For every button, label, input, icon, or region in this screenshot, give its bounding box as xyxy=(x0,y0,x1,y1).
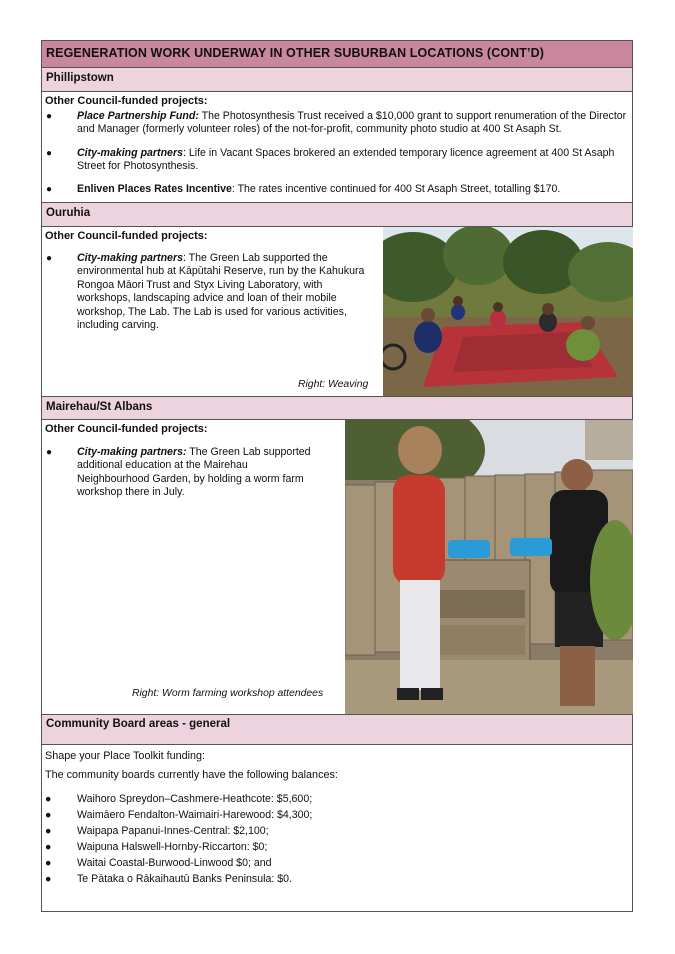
bullet-dot: ● xyxy=(46,148,53,159)
worm-farm-photo xyxy=(345,420,633,714)
mairehau-photo-caption: Right: Worm farming workshop attendees xyxy=(132,688,324,699)
ouruhia-bullet: ● City-making partners: The Green Lab supported the environmental hub at Kāpūtahi Reserve, run by the Kahukura Rongoa Māori Trust and Styx Living Laboratory, with workshops, landscaping advice and loan of their mobile workshop, The Lab. The Lab is used for various activities, including carving. xyxy=(46,252,365,332)
phillipstown-content xyxy=(42,92,632,203)
community-content xyxy=(42,745,632,911)
page-title: REGENERATION WORK UNDERWAY IN OTHER SUBURBAN LOCATIONS (CONT’D) xyxy=(42,41,632,68)
community-intro-2: The community boards currently have the following balances: xyxy=(45,769,338,781)
weaving-photo-image xyxy=(383,227,633,396)
ouruhia-content xyxy=(42,227,632,397)
mairehau-heading: Other Council-funded projects: xyxy=(45,423,208,435)
phillipstown-bullet-2: ● City-making partners: Life in Vacant Spaces brokered an extended temporary licence agreement at 400 St Asaph Street for Photosynthesis. xyxy=(46,147,615,173)
section-header-ouruhia: Ouruhia xyxy=(42,203,632,227)
balance-item: ● Waimāero Fendalton-Waimairi-Harewood: $4,300; xyxy=(45,809,313,821)
ouruhia-photo-caption: Right: Weaving xyxy=(298,379,369,390)
section-header-phillipstown: Phillipstown xyxy=(42,68,632,92)
worm-farm-photo-image xyxy=(345,420,633,714)
phillipstown-bullet-3: ● Enliven Places Rates Incentive: The rates incentive continued for 400 St Asaph Street, totalling $170. xyxy=(46,183,561,195)
bullet-dot: ● xyxy=(46,184,53,195)
community-intro-1: Shape your Place Toolkit funding: xyxy=(45,750,206,762)
bullet-dot: ● xyxy=(46,447,53,458)
balance-item: ● Waitai Coastal-Burwood-Linwood $0; and xyxy=(45,857,272,869)
mairehau-content xyxy=(42,420,632,715)
phillipstown-bullet-1: ● Place Partnership Fund: The Photosynthesis Trust received a $10,000 grant to support renumeration of the Director and Manager (formerly volunteer roles) of the not-for-profit, community photo studio at 400 St Asaph St. xyxy=(46,110,627,136)
page-frame xyxy=(41,40,633,912)
mairehau-bullet: ● City-making partners: The Green Lab supported additional education at the Mairehau Neighbourhood Garden, by holding a worm farm workshop there in July. xyxy=(46,446,311,499)
bullet-dot: ● xyxy=(46,253,53,264)
phillipstown-heading: Other Council-funded projects: xyxy=(45,95,208,107)
section-header-community: Community Board areas - general xyxy=(42,715,632,745)
balance-item: ● Waipapa Papanui-Innes-Central: $2,100; xyxy=(45,825,269,837)
weaving-photo xyxy=(383,227,633,396)
balance-item: ● Waihoro Spreydon–Cashmere-Heathcote: $5,600; xyxy=(45,793,313,805)
section-header-mairehau: Mairehau/St Albans xyxy=(42,397,632,420)
balance-item: ● Te Pātaka o Rākaihautū Banks Peninsula: $0. xyxy=(45,873,292,885)
balance-item: ● Waipuna Halswell-Hornby-Riccarton: $0; xyxy=(45,841,268,853)
ouruhia-heading: Other Council-funded projects: xyxy=(45,230,208,242)
bullet-dot: ● xyxy=(46,111,53,122)
